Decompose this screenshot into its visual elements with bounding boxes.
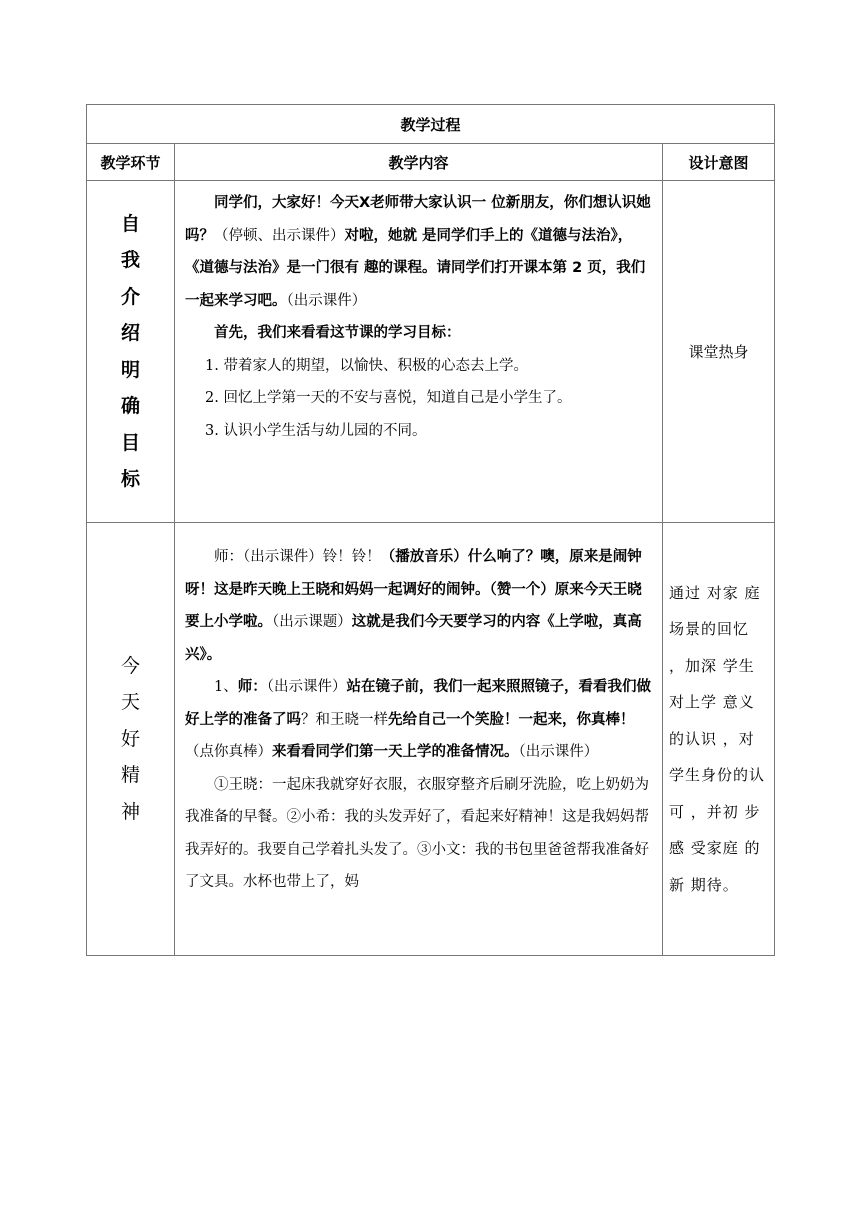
stage-char: 天 [120,691,140,714]
goal-item: 2. 回忆上学第一天的不安与喜悦，知道自己是小学生了。 [205,390,572,406]
mirror-paragraph: 1、师：（出示课件）站在镜子前，我们一起来照照镜子，看看我们做好上学的准备了吗？和王晓一样先给自己一个笑脸！一起来，你真棒！（点你真棒）来看看同学们第一天上学的准备情况。（出示课件） [185,679,651,760]
stage-char: 目 [120,431,140,454]
stage-cell-good-spirit [87,523,175,956]
goals-intro: 首先，我们来看看这节课的学习目标： [214,325,461,341]
student-examples-paragraph: ①王晓：一起床我就穿好衣服，衣服穿整齐后刷牙洗脸，吃上奶奶为我准备的早餐。②小希：我的头发弄好了，看起来好精神！这是我妈妈帮我弄好的。我要自己学着扎头发了。③小文：我的书包里爸爸帮我准备好了文具。水杯也带上了，妈 [185,776,649,890]
content-cell-self-intro [175,181,663,523]
table-title-row [87,105,775,144]
column-header-row [87,144,775,181]
table-title: 教学过程 [87,105,775,144]
stage-char: 介 [120,285,140,308]
content-cell-good-spirit [175,523,663,956]
column-header-content: 教学内容 [175,144,663,181]
stage-char: 我 [120,249,140,271]
table-row-self-intro [87,181,775,523]
intent-cell-good-spirit: 通过 对家 庭场景的回忆 ，加深 学生 对上学 意义 的认识 ，对学生身份的认可 ，并初 步感 受家庭 的新 期待。 [663,523,775,956]
table-row-good-spirit [87,523,775,956]
stage-char: 绍 [120,322,140,344]
column-header-intent: 设计意图 [663,144,775,181]
stage-char: 明 [120,358,140,381]
teaching-process-table [86,104,775,956]
intro-paragraph: 同学们，大家好！今天X老师带大家认识一 位新朋友，你们想认识她吗？（停顿、出示课件）对啦，她就 是同学们手上的《道德与法治》，《道德与法治》是一门很有 趣的课程。请同学们打开课本第 2 页，我们一起来学习吧。（出示课件） [185,195,651,309]
stage-char: 精 [120,764,140,787]
stage-char: 标 [120,468,140,490]
column-header-stage: 教学环节 [87,144,175,181]
stage-char: 确 [120,395,140,417]
opening-paragraph: 师：（出示课件）铃！铃！（播放音乐）什么响了？噢，原来是闹钟呀！这是昨天晚上王晓和妈妈一起调好的闹钟。（赞一个）原来今天王晓要上小学啦。（出示课题）这就是我们今天要学习的内容《上学啦，真高兴》。 [185,549,642,663]
stage-char: 神 [120,800,140,823]
stage-char: 今 [120,654,140,677]
intent-cell-self-intro: 课堂热身 [663,181,775,523]
stage-cell-self-intro [87,181,175,523]
goal-item: 1. 带着家人的期望，以愉快、积极的心态去上学。 [205,357,528,374]
stage-char: 自 [120,212,140,235]
stage-char: 好 [120,727,140,750]
goal-item: 3. 认识小学生活与幼儿园的不同。 [205,422,427,439]
